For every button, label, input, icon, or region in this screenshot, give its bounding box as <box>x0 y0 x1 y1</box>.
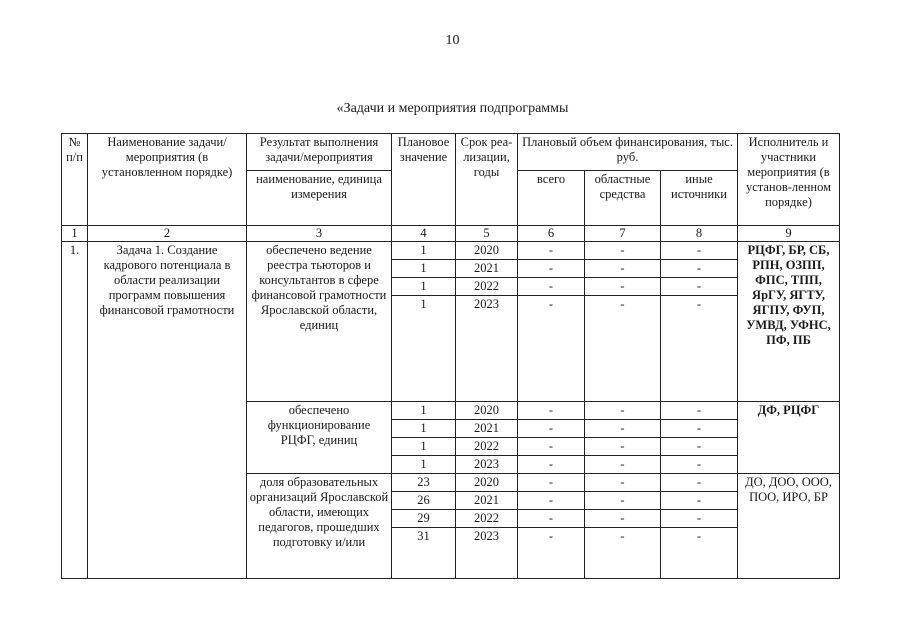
plan-value: 26 <box>392 492 456 510</box>
funding-regional: - <box>585 528 661 579</box>
task-number: 1. <box>62 242 88 579</box>
funding-other: - <box>661 456 738 474</box>
funding-total: - <box>518 296 585 402</box>
funding-regional: - <box>585 510 661 528</box>
term-year: 2021 <box>456 260 518 278</box>
funding-regional: - <box>585 474 661 492</box>
plan-value: 1 <box>392 456 456 474</box>
term-year: 2023 <box>456 456 518 474</box>
column-number: 2 <box>88 226 247 242</box>
plan-value: 1 <box>392 296 456 402</box>
funding-total: - <box>518 260 585 278</box>
header-no: № п/п <box>62 134 88 226</box>
funding-total: - <box>518 510 585 528</box>
plan-value: 29 <box>392 510 456 528</box>
funding-regional: - <box>585 278 661 296</box>
term-year: 2023 <box>456 296 518 402</box>
column-number: 6 <box>518 226 585 242</box>
term-year: 2022 <box>456 510 518 528</box>
plan-value: 1 <box>392 420 456 438</box>
result-name: обеспечено функционирование РЦФГ, единиц <box>247 402 392 474</box>
term-year: 2022 <box>456 278 518 296</box>
header-total: всего <box>518 171 585 226</box>
funding-regional: - <box>585 492 661 510</box>
task-name: Задача 1. Создание кадрового потенциала в области реализации программ повышения финансовой грамотности <box>88 242 247 579</box>
document-title: «Задачи и мероприятия подпрограммы <box>336 101 569 116</box>
header-executors: Исполнитель и участники мероприятия (в установ-ленном порядке) <box>738 134 840 226</box>
funding-other: - <box>661 528 738 579</box>
funding-total: - <box>518 278 585 296</box>
term-year: 2021 <box>456 420 518 438</box>
result-name: обеспечено ведение реестра тьюторов и консультантов в сфере финансовой грамотности Ярославской области, единиц <box>247 242 392 402</box>
funding-regional: - <box>585 456 661 474</box>
funding-total: - <box>518 474 585 492</box>
funding-total: - <box>518 438 585 456</box>
plan-value: 1 <box>392 278 456 296</box>
header-result: Результат выполнения задачи/мероприятия <box>247 134 392 171</box>
term-year: 2023 <box>456 528 518 579</box>
funding-total: - <box>518 492 585 510</box>
funding-regional: - <box>585 420 661 438</box>
plan-value: 1 <box>392 438 456 456</box>
column-number: 3 <box>247 226 392 242</box>
funding-other: - <box>661 260 738 278</box>
funding-other: - <box>661 278 738 296</box>
funding-total: - <box>518 420 585 438</box>
header-funding: Плановый объем финансирования, тыс. руб. <box>518 134 738 171</box>
funding-other: - <box>661 474 738 492</box>
funding-regional: - <box>585 438 661 456</box>
column-number: 1 <box>62 226 88 242</box>
funding-regional: - <box>585 402 661 420</box>
funding-regional: - <box>585 260 661 278</box>
plan-value: 1 <box>392 242 456 260</box>
executors: ДФ, РЦФГ <box>738 402 840 474</box>
header-term: Срок реа-лизации, годы <box>456 134 518 226</box>
header-plan-value: Плановое значение <box>392 134 456 226</box>
term-year: 2022 <box>456 438 518 456</box>
header-row <box>62 134 840 171</box>
term-year: 2020 <box>456 474 518 492</box>
funding-other: - <box>661 420 738 438</box>
executors: РЦФГ, БР, СБ, РПН, ОЗПП, ФПС, ТПП, ЯрГУ, ЯГТУ, ЯГПУ, ФУП, УМВД, УФНС, ПФ, ПБ <box>738 242 840 402</box>
funding-regional: - <box>585 242 661 260</box>
page-number: 10 <box>445 33 460 48</box>
funding-regional: - <box>585 296 661 402</box>
table-row <box>62 242 840 260</box>
funding-total: - <box>518 402 585 420</box>
tasks-table <box>61 133 840 579</box>
funding-other: - <box>661 402 738 420</box>
column-number: 5 <box>456 226 518 242</box>
term-year: 2021 <box>456 492 518 510</box>
header-name: Наименование задачи/мероприятия (в установленном порядке) <box>88 134 247 226</box>
column-number: 7 <box>585 226 661 242</box>
header-result-sub: наименование, единица измерения <box>247 171 392 226</box>
column-number-row <box>62 226 840 242</box>
funding-other: - <box>661 510 738 528</box>
term-year: 2020 <box>456 242 518 260</box>
header-other: иные источники <box>661 171 738 226</box>
plan-value: 23 <box>392 474 456 492</box>
funding-other: - <box>661 438 738 456</box>
funding-other: - <box>661 492 738 510</box>
term-year: 2020 <box>456 402 518 420</box>
funding-total: - <box>518 528 585 579</box>
header-regional: областные средства <box>585 171 661 226</box>
column-number: 8 <box>661 226 738 242</box>
funding-total: - <box>518 242 585 260</box>
funding-total: - <box>518 456 585 474</box>
plan-value: 31 <box>392 528 456 579</box>
plan-value: 1 <box>392 402 456 420</box>
funding-other: - <box>661 296 738 402</box>
executors: ДО, ДОО, ООО, ПОО, ИРО, БР <box>738 474 840 579</box>
column-number: 9 <box>738 226 840 242</box>
funding-other: - <box>661 242 738 260</box>
column-number: 4 <box>392 226 456 242</box>
plan-value: 1 <box>392 260 456 278</box>
result-name: доля образовательных организаций Ярославской области, имеющих педагогов, прошедших подготовку и/или <box>247 474 392 579</box>
